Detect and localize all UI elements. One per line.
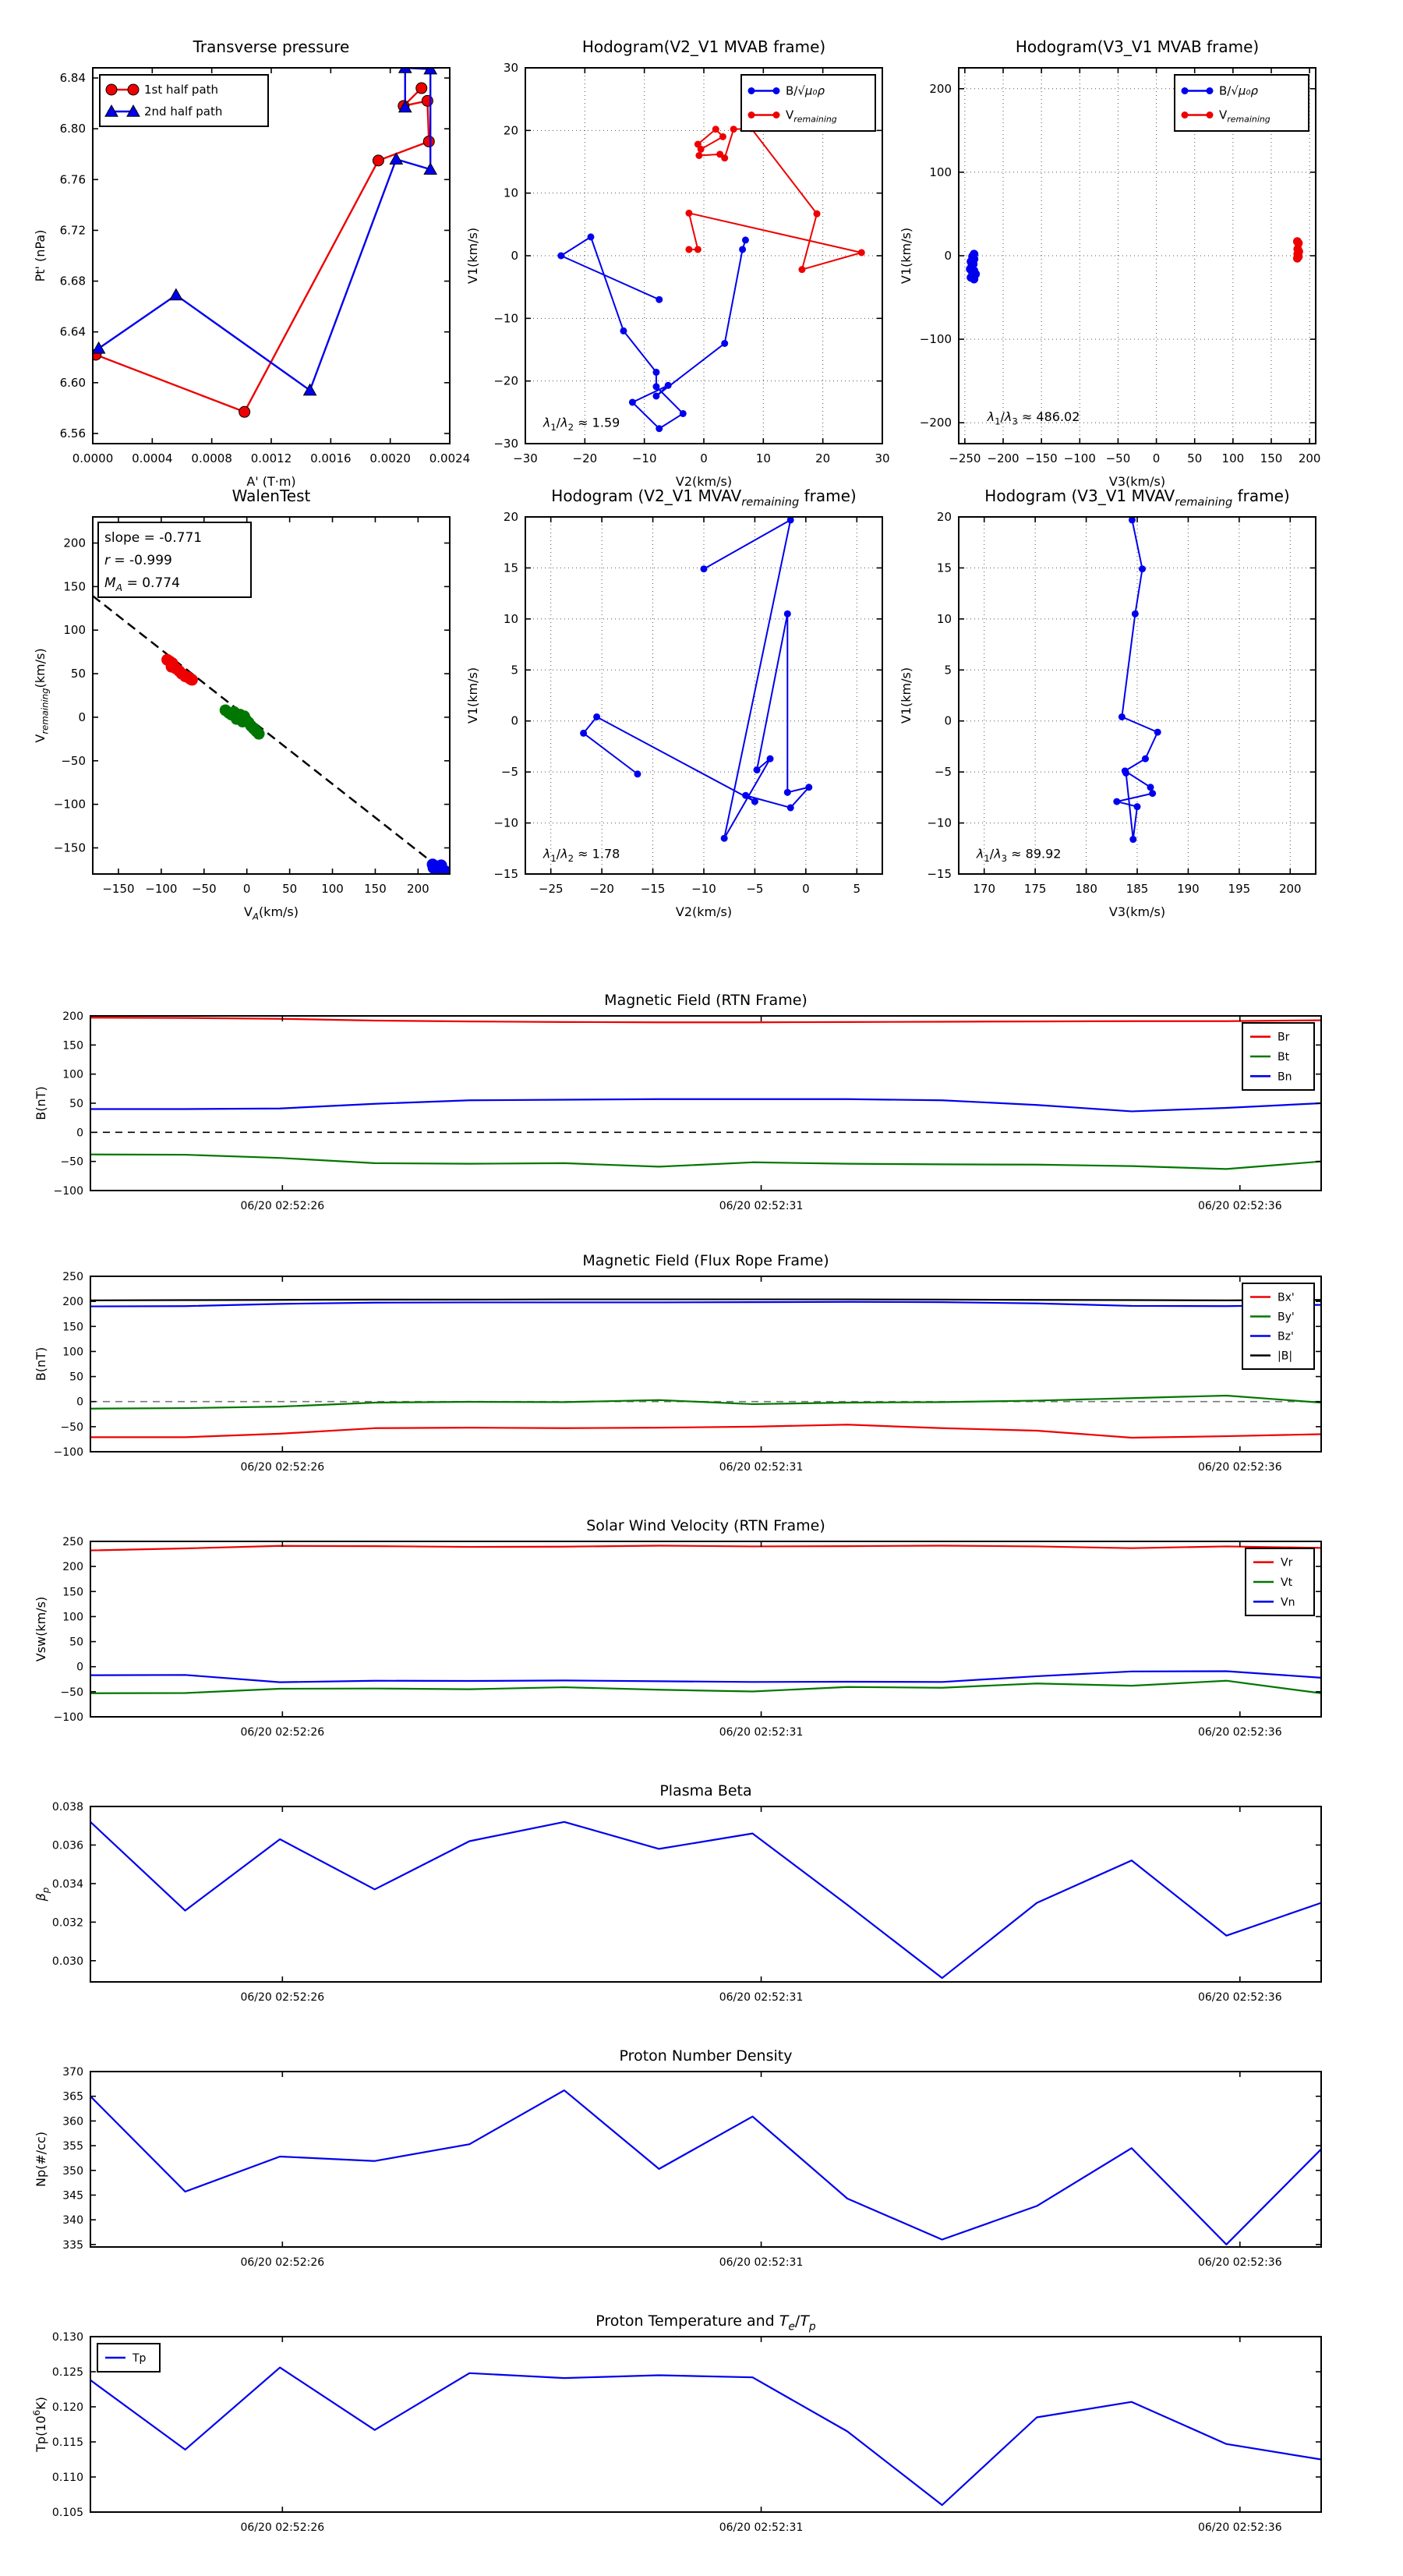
y-axis-label: V1(km/s) [465, 667, 480, 724]
legend-label: B/√μ₀ρ [786, 83, 825, 98]
y-tick-label: 200 [62, 1010, 83, 1023]
y-tick-label: −30 [493, 437, 518, 451]
y-tick-label: 365 [62, 2090, 83, 2104]
chart-walen [33, 487, 451, 922]
x-tick-label: −15 [640, 882, 666, 896]
chart-title: Hodogram (V2_V1 $MVAV_{remaining}$ frame) [551, 487, 857, 509]
annotation: $\lambda_1/\lambda_3 \approx 486.02$ [987, 409, 1080, 427]
legend-label: Bx' [1278, 1291, 1295, 1304]
y-tick-label: 0 [944, 713, 952, 728]
stats-line: r = -0.999 [104, 553, 172, 568]
x-axis-label: V3(km/s) [1108, 904, 1166, 919]
y-tick-label: 50 [69, 1371, 83, 1384]
x-tick-label: 06/20 02:52:36 [1197, 2521, 1282, 2534]
y-tick-label: −50 [61, 753, 86, 768]
y-tick-label: 340 [62, 2214, 83, 2227]
x-tick-label: 06/20 02:52:36 [1197, 1200, 1282, 1212]
y-tick-label: 0.125 [51, 2366, 83, 2379]
chart-tp [31, 2312, 1321, 2534]
x-tick-label: −250 [949, 451, 981, 465]
chart-title: Solar Wind Velocity (RTN Frame) [586, 1517, 825, 1534]
x-tick-label: 06/20 02:52:36 [1197, 1991, 1282, 2004]
x-tick-label: −100 [145, 882, 178, 896]
y-tick-label: 100 [62, 1068, 83, 1081]
x-tick-label: 06/20 02:52:31 [719, 1200, 804, 1212]
y-axis-label: V1(km/s) [899, 667, 914, 724]
x-tick-label: −50 [191, 882, 217, 896]
legend [1246, 1548, 1314, 1615]
y-tick-label: 6.80 [59, 122, 86, 136]
y-axis-label: B(nT) [34, 1086, 48, 1120]
legend [100, 75, 268, 126]
x-tick-label: −200 [987, 451, 1020, 465]
y-axis-label: V1(km/s) [899, 227, 914, 285]
series-group [580, 516, 812, 841]
y-tick-label: 15 [936, 561, 952, 575]
y-tick-label: −100 [53, 797, 86, 812]
y-tick-label: 200 [62, 1296, 83, 1309]
x-tick-label: −20 [572, 451, 598, 465]
annotation: $\lambda_1/\lambda_3 \approx 89.92$ [976, 846, 1062, 864]
x-tick-label: −100 [1063, 451, 1096, 465]
legend-label: |B| [1278, 1350, 1293, 1363]
y-tick-label: 360 [62, 2115, 83, 2128]
y-tick-label: −50 [60, 1686, 83, 1699]
y-tick-label: 0.036 [51, 1839, 83, 1852]
y-tick-label: 350 [62, 2164, 83, 2178]
y-tick-label: −10 [493, 816, 518, 830]
y-tick-label: 6.64 [59, 324, 86, 339]
x-tick-label: 0.0012 [250, 451, 292, 465]
x-tick-label: −10 [631, 451, 657, 465]
x-tick-label: 06/20 02:52:36 [1197, 2256, 1282, 2269]
x-tick-label: 10 [755, 451, 771, 465]
x-tick-label: 0.0000 [72, 451, 114, 465]
x-tick-label: −20 [589, 882, 614, 896]
y-tick-label: 200 [63, 536, 86, 550]
series-group [90, 2368, 1321, 2505]
x-tick-label: −150 [1025, 451, 1058, 465]
x-tick-label: −30 [513, 451, 538, 465]
legend [1242, 1023, 1314, 1090]
y-tick-label: 0.130 [51, 2331, 83, 2344]
series-group [966, 237, 1303, 283]
y-tick-label: −200 [919, 416, 952, 430]
x-tick-label: 100 [1221, 451, 1245, 465]
chart-title: Hodogram (V3_V1 $MVAV_{remaining}$ frame) [984, 487, 1290, 509]
y-tick-label: 15 [503, 561, 518, 575]
chart-title: Transverse pressure [193, 37, 350, 56]
y-tick-label: −5 [500, 765, 518, 780]
y-tick-label: −15 [927, 867, 952, 881]
chart-hodo_mvav_v2 [465, 487, 882, 919]
x-tick-label: 50 [1187, 451, 1203, 465]
legend-label: Vn [1281, 1596, 1295, 1609]
legend-label: By' [1278, 1311, 1295, 1324]
x-tick-label: 0.0020 [369, 451, 411, 465]
y-tick-label: 100 [63, 623, 86, 638]
y-tick-label: 6.72 [59, 223, 86, 238]
y-tick-label: 0.038 [51, 1801, 83, 1813]
y-tick-label: −10 [927, 816, 952, 830]
annotation: $\lambda_1/\lambda_2 \approx 1.59$ [542, 415, 620, 433]
chart-beta [34, 1782, 1321, 2004]
x-tick-label: 06/20 02:52:26 [240, 2521, 325, 2534]
y-tick-label: 345 [62, 2189, 83, 2203]
chart-b_rtn [34, 992, 1321, 1212]
y-tick-label: 150 [62, 1321, 83, 1334]
y-axis-label: V1(km/s) [465, 227, 480, 285]
series-group [90, 1017, 1321, 1169]
chart-title: Proton Temperature and $T_e/T_p$ [595, 2312, 816, 2334]
y-axis-label: Pt' (nPa) [33, 229, 48, 282]
y-tick-label: 30 [503, 61, 518, 75]
x-tick-label: −25 [538, 882, 564, 896]
chart-title: Hodogram(V3_V1 MVAB frame) [1015, 37, 1260, 56]
x-tick-label: −5 [746, 882, 764, 896]
y-tick-label: 200 [929, 81, 952, 96]
x-tick-label: 0.0024 [429, 451, 471, 465]
chart-hodo_mvav_v3 [899, 487, 1316, 919]
legend-label: Tp [133, 2352, 147, 2365]
legend-label: Vt [1281, 1576, 1293, 1589]
chart-title: Plasma Beta [659, 1782, 752, 1799]
x-axis-label: V2(km/s) [675, 904, 733, 919]
y-tick-label: 0 [944, 249, 952, 263]
y-tick-label: 100 [929, 165, 952, 179]
y-tick-label: 0.034 [51, 1877, 83, 1891]
x-tick-label: 06/20 02:52:26 [240, 1726, 325, 1739]
x-tick-label: 200 [1278, 882, 1302, 896]
x-tick-label: 06/20 02:52:26 [240, 1461, 325, 1474]
y-tick-label: −50 [60, 1155, 83, 1169]
x-tick-label: 150 [364, 882, 387, 896]
x-axis-label: V3(km/s) [1108, 474, 1166, 489]
y-tick-label: 200 [62, 1561, 83, 1574]
y-tick-label: 10 [936, 611, 952, 626]
y-tick-label: 6.76 [59, 172, 86, 187]
y-tick-label: 50 [69, 1098, 83, 1110]
x-tick-label: 175 [1023, 882, 1047, 896]
x-axis-label: A' (T·m) [246, 474, 296, 489]
chart-title: Proton Number Density [619, 2047, 793, 2065]
y-tick-label: 0 [511, 713, 518, 728]
y-tick-label: 335 [62, 2238, 83, 2252]
x-tick-label: 50 [282, 882, 298, 896]
y-axis-label: $V_{remaining}(km/s)$ [33, 648, 51, 743]
y-tick-label: −20 [493, 373, 518, 388]
legend-label: Bz' [1278, 1330, 1294, 1343]
y-tick-label: 5 [944, 663, 952, 678]
y-axis-label: B(nT) [34, 1346, 48, 1382]
x-tick-label: 06/20 02:52:31 [719, 1461, 804, 1474]
legend-label: $V_{remaining}$ [1219, 108, 1270, 125]
legend-label: Bn [1278, 1070, 1292, 1084]
y-tick-label: −100 [53, 1711, 83, 1724]
legend-label: $V_{remaining}$ [786, 108, 837, 125]
x-tick-label: 200 [407, 882, 429, 896]
y-tick-label: 6.68 [59, 274, 86, 288]
legend-label: Bt [1278, 1051, 1290, 1063]
chart-transverse [33, 37, 470, 489]
x-tick-label: 0.0016 [310, 451, 352, 465]
y-tick-label: 20 [936, 510, 952, 524]
x-tick-label: 0 [802, 882, 810, 896]
stats-box [98, 522, 251, 597]
y-tick-label: −50 [60, 1421, 83, 1434]
x-tick-label: 185 [1126, 882, 1149, 896]
x-tick-label: −10 [691, 882, 716, 896]
y-tick-label: −10 [493, 311, 518, 326]
y-tick-label: 0.032 [51, 1916, 83, 1930]
x-tick-label: 30 [875, 451, 890, 465]
y-tick-label: 5 [511, 663, 518, 678]
y-tick-label: 20 [503, 123, 518, 138]
y-tick-label: 6.60 [59, 375, 86, 390]
y-tick-label: 0.110 [51, 2472, 83, 2484]
legend-label: 2nd half path [144, 104, 223, 119]
series-group [90, 1545, 1321, 1693]
x-tick-label: 06/20 02:52:31 [719, 1991, 804, 2004]
y-tick-label: −100 [919, 332, 952, 347]
stats-line: slope = -0.771 [104, 530, 203, 546]
x-tick-label: 06/20 02:52:26 [240, 2256, 325, 2269]
x-tick-label: −50 [1105, 451, 1131, 465]
x-tick-label: 06/20 02:52:26 [240, 1991, 325, 2004]
series-group [90, 1300, 1321, 1438]
legend-label: 1st half path [144, 83, 219, 97]
chart-title: Hodogram(V2_V1 MVAB frame) [581, 37, 826, 56]
x-tick-label: 06/20 02:52:36 [1197, 1726, 1282, 1739]
y-tick-label: 150 [63, 579, 86, 594]
y-tick-label: 150 [62, 1039, 83, 1053]
x-tick-label: 06/20 02:52:26 [240, 1200, 325, 1212]
chart-b_frf [34, 1252, 1321, 1474]
x-tick-label: 06/20 02:52:36 [1197, 1461, 1282, 1474]
y-tick-label: 6.56 [59, 426, 86, 441]
chart-title: Magnetic Field (RTN Frame) [604, 992, 808, 1009]
series-group [90, 2090, 1321, 2245]
x-tick-label: 200 [1298, 451, 1321, 465]
x-tick-label: 190 [1177, 882, 1200, 896]
y-tick-label: 6.84 [59, 71, 86, 86]
y-tick-label: 0 [76, 1661, 83, 1674]
x-tick-label: 06/20 02:52:31 [719, 1726, 804, 1739]
y-tick-label: 150 [62, 1586, 83, 1599]
y-tick-label: −15 [493, 867, 518, 881]
x-tick-label: 0 [242, 882, 251, 896]
y-tick-label: 0.120 [51, 2401, 83, 2414]
y-tick-label: 355 [62, 2140, 83, 2153]
series-group [557, 125, 864, 432]
x-tick-label: 06/20 02:52:31 [719, 2256, 804, 2269]
y-axis-label: Vsw(km/s) [34, 1596, 48, 1662]
x-tick-label: 180 [1075, 882, 1097, 896]
chart-np [34, 2047, 1321, 2269]
y-tick-label: −100 [53, 1185, 83, 1198]
y-tick-label: 250 [62, 1271, 83, 1283]
legend [741, 75, 875, 131]
y-tick-label: 0 [76, 1396, 83, 1409]
x-tick-label: 170 [973, 882, 996, 896]
x-tick-label: 20 [815, 451, 831, 465]
y-tick-label: 250 [62, 1536, 83, 1548]
x-tick-label: 5 [853, 882, 861, 896]
x-tick-label: 150 [1260, 451, 1283, 465]
y-tick-label: −100 [53, 1446, 83, 1459]
x-tick-label: 100 [321, 882, 344, 896]
y-tick-label: −5 [934, 765, 952, 780]
y-tick-label: 0 [511, 249, 518, 263]
y-tick-label: 100 [62, 1611, 83, 1624]
x-axis-label: V2(km/s) [675, 474, 733, 489]
annotation: $\lambda_1/\lambda_2 \approx 1.78$ [542, 846, 620, 864]
y-tick-label: 50 [70, 667, 86, 681]
chart-hodo_mvab_v3 [899, 37, 1320, 489]
legend-label: Vr [1281, 1556, 1293, 1569]
legend [1242, 1283, 1314, 1369]
y-tick-label: 0.105 [51, 2507, 83, 2519]
x-axis-label: $V_A(km/s)$ [243, 904, 299, 922]
y-tick-label: 50 [69, 1636, 83, 1649]
y-tick-label: 10 [503, 186, 518, 200]
y-tick-label: 370 [62, 2066, 83, 2079]
x-tick-label: −150 [102, 882, 135, 896]
legend [1175, 75, 1309, 131]
legend-label: Br [1278, 1031, 1290, 1044]
y-tick-label: 100 [62, 1346, 83, 1359]
y-axis-label: $Tp(10^6K)$ [30, 2397, 48, 2452]
y-tick-label: 20 [503, 510, 518, 524]
y-tick-label: 0.115 [51, 2436, 83, 2449]
x-tick-label: 0.0004 [132, 451, 173, 465]
y-tick-label: 0 [76, 1127, 83, 1140]
y-tick-label: 0 [78, 709, 86, 724]
y-axis-label: Np(#/cc) [34, 2132, 48, 2187]
y-tick-label: 0.030 [51, 1955, 83, 1968]
series-group [90, 1822, 1321, 1978]
chart-hodo_mvab_v2 [465, 37, 890, 489]
y-axis-label: $\beta_p$ [34, 1887, 51, 1902]
chart-vsw [34, 1517, 1321, 1739]
y-tick-label: −150 [53, 840, 86, 855]
chart-title: WalenTest [231, 487, 311, 505]
x-tick-label: 0 [1152, 451, 1161, 465]
x-tick-label: 06/20 02:52:31 [719, 2521, 804, 2534]
legend [97, 2344, 160, 2372]
legend-label: B/√μ₀ρ [1219, 83, 1258, 98]
y-tick-label: 10 [503, 611, 518, 626]
x-tick-label: 0.0008 [191, 451, 232, 465]
stats-line: $M_A = 0.774$ [104, 575, 180, 593]
x-tick-label: 195 [1228, 882, 1251, 896]
chart-title: Magnetic Field (Flux Rope Frame) [582, 1252, 829, 1269]
x-tick-label: 0 [700, 451, 708, 465]
